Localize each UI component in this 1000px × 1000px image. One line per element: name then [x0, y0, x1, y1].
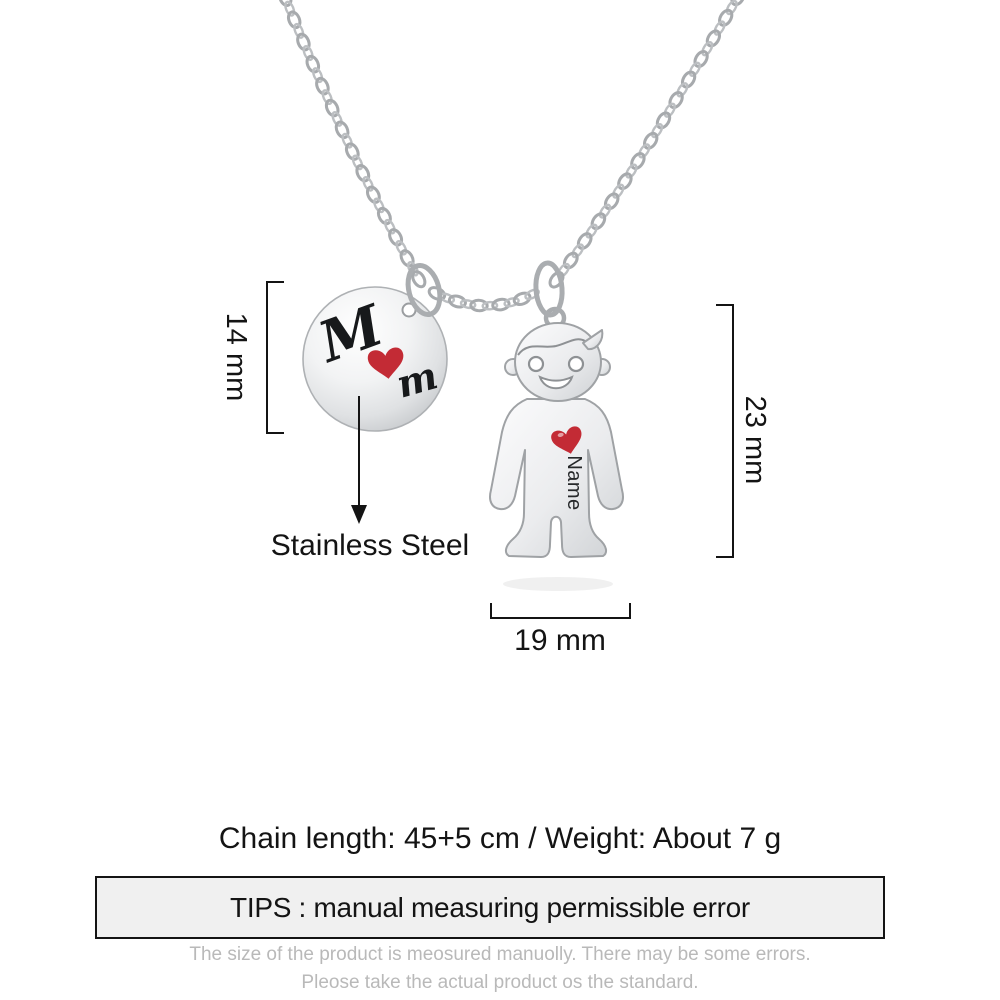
boy-jump-ring [534, 262, 564, 316]
disclaimer-line-2: Pleose take the actual product os the standard. [301, 972, 699, 993]
boy-pendant [490, 323, 623, 591]
bracket-23mm [716, 305, 733, 557]
boy-left-eye [529, 357, 543, 371]
bracket-14mm [267, 282, 284, 433]
chain [277, 0, 746, 311]
material-label: Stainless Steel [270, 529, 470, 562]
boy-head [515, 323, 601, 401]
disc-engraving-m: m [391, 352, 443, 407]
bracket-19mm [491, 603, 630, 618]
tips-banner [95, 876, 885, 939]
dimension-label-boy-height: 23 mm [739, 395, 771, 485]
boy-name-engraving: Name [563, 455, 585, 511]
disc-engraving-M: M [310, 292, 392, 376]
reflection-shadow [503, 577, 613, 591]
dimension-label-boy-width: 19 mm [514, 624, 606, 657]
disclaimer-line-1: The size of the product is meosured manuolly. There may be some errors. [189, 944, 811, 965]
chain-specs-text: Chain length: 45+5 cm / Weight: About 7 g [218, 822, 782, 855]
boy-body [490, 399, 623, 557]
dimension-label-disc: 14 mm [220, 312, 252, 402]
boy-right-eye [569, 357, 583, 371]
tips-text: TIPS : manual measuring permissible error [230, 891, 750, 923]
